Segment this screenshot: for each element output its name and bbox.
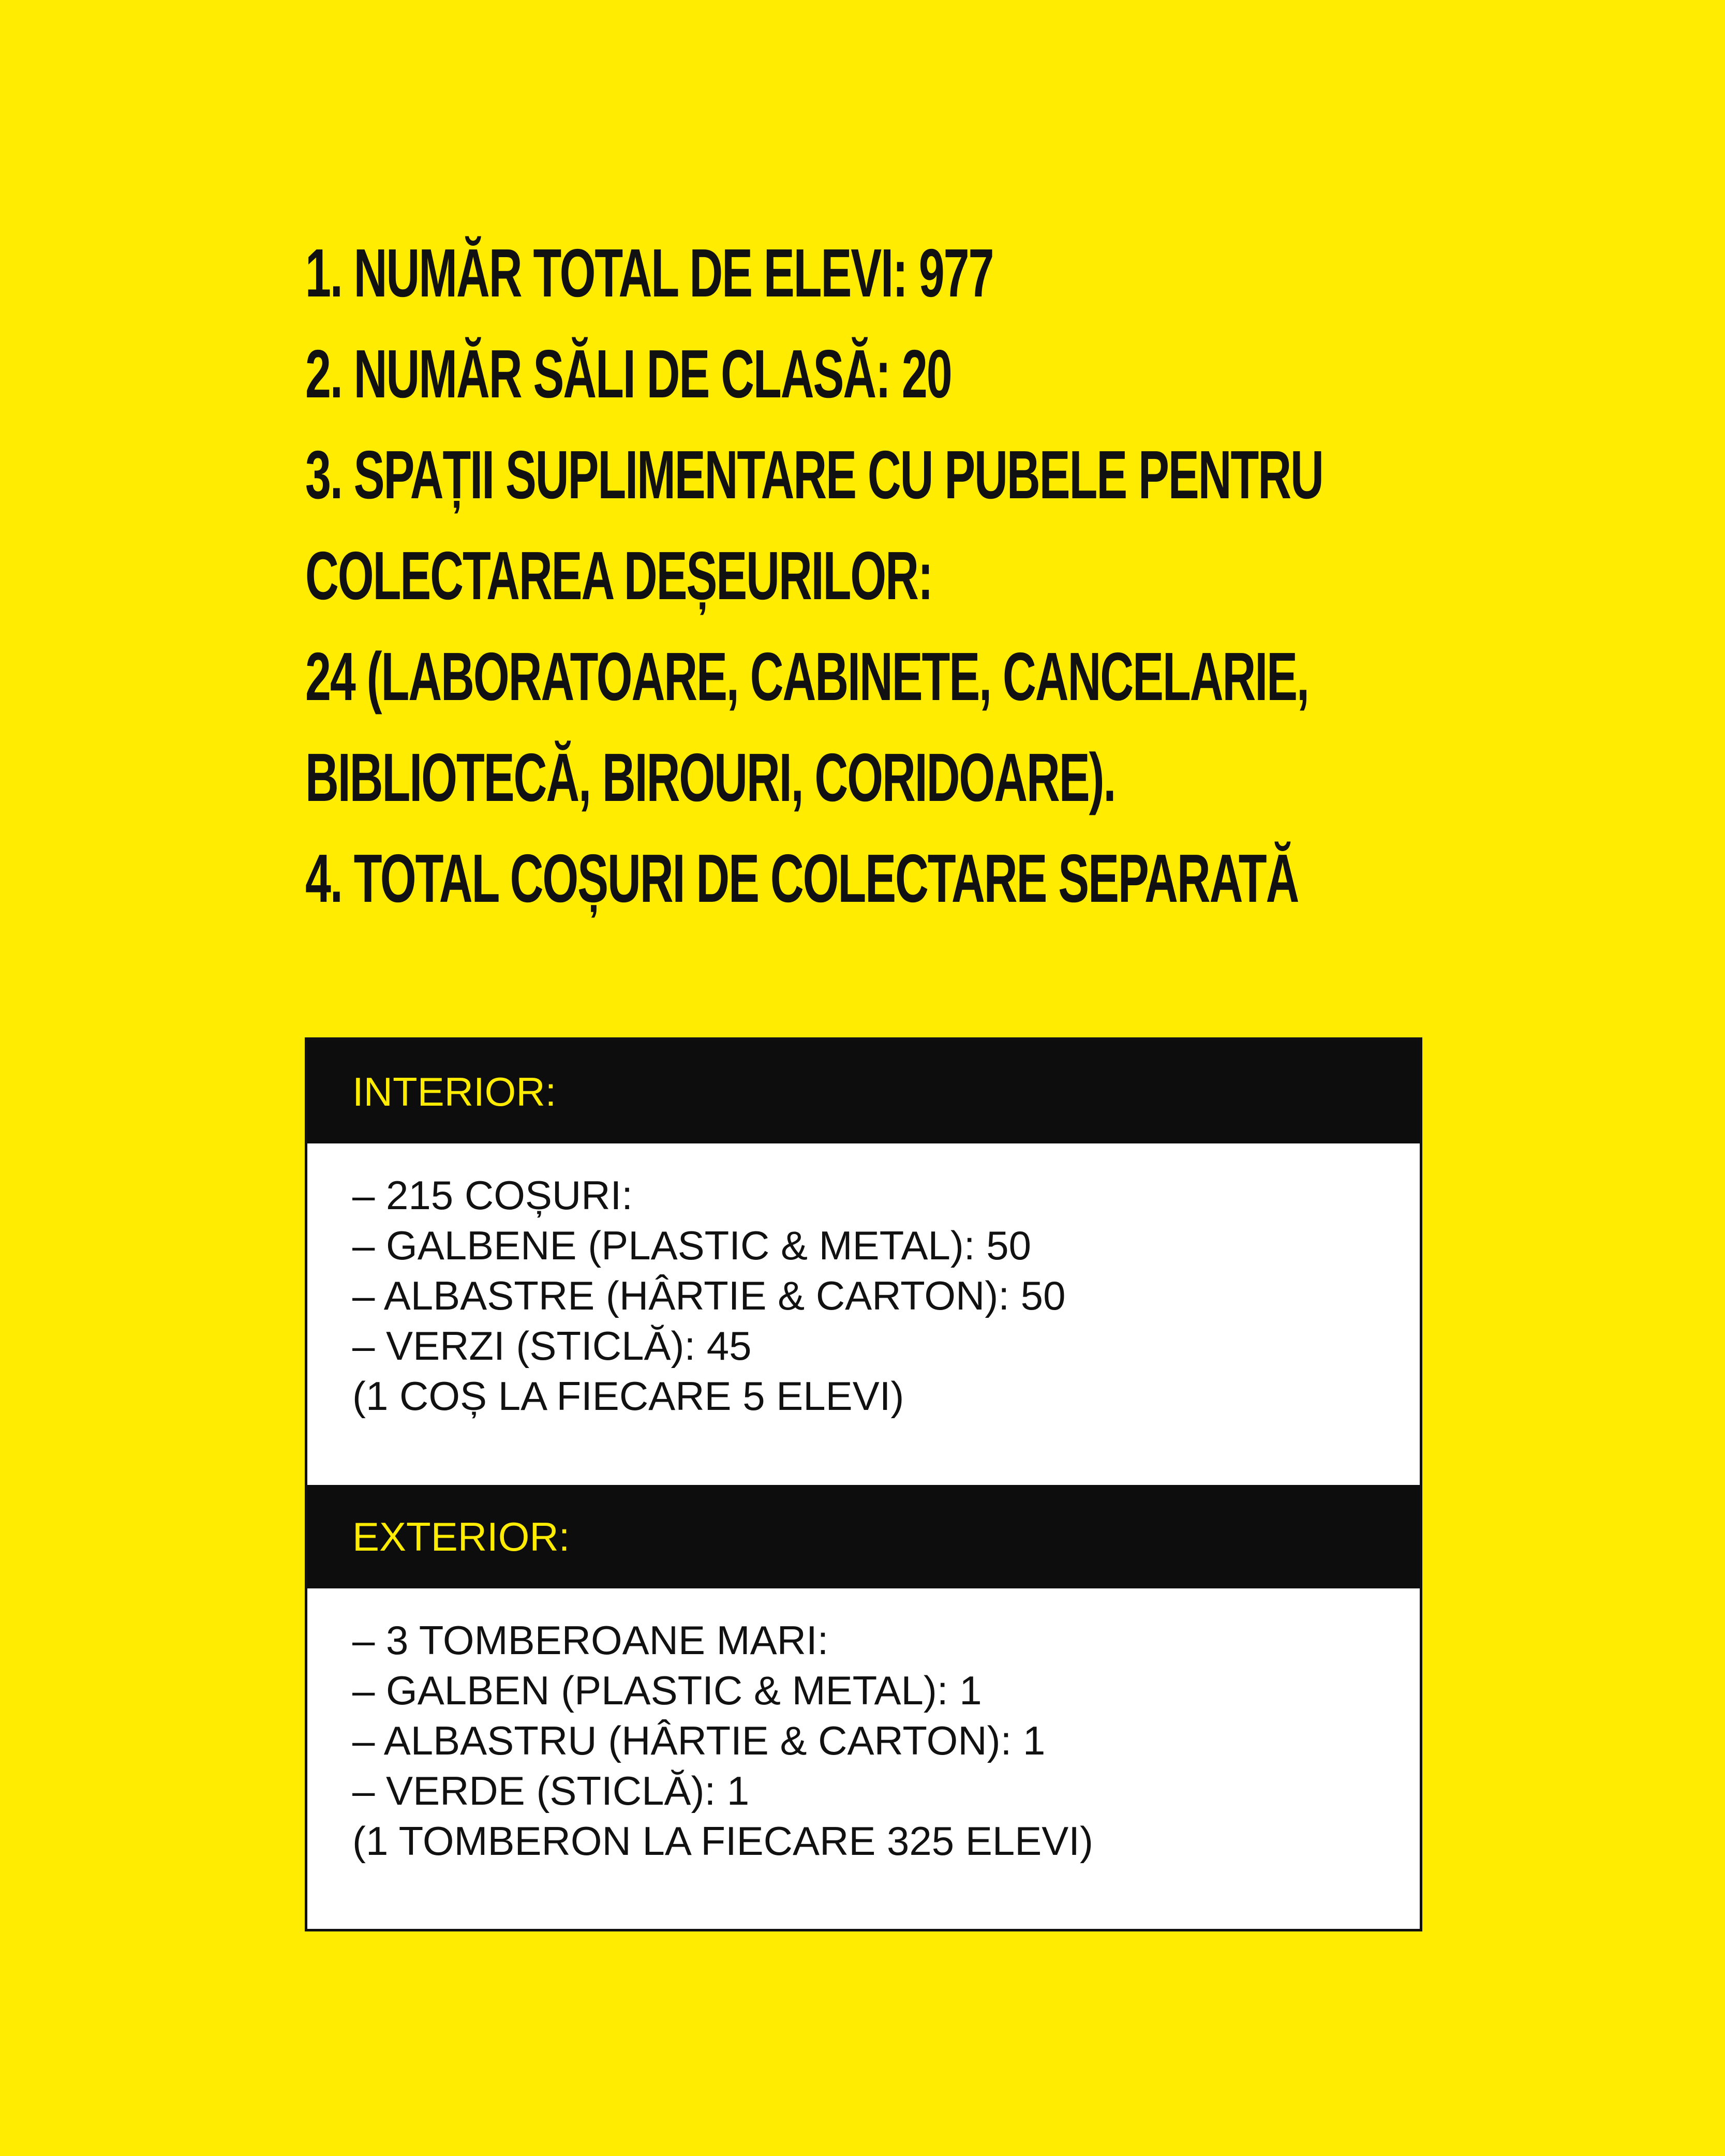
headline-list (305, 222, 1449, 929)
interior-row-green: – VERZI (STICLĂ): 45 (352, 1323, 752, 1369)
interior-row-blue: – ALBASTRE (HÂRTIE & CARTON): 50 (352, 1273, 1066, 1318)
headline-line-rooms-count: 24 (LABORATOARE, CABINETE, CANCELARIE, (305, 638, 1308, 715)
interior-row-ratio: (1 COȘ LA FIECARE 5 ELEVI) (352, 1373, 904, 1419)
interior-row-total: – 215 COȘURI: (352, 1172, 633, 1218)
headline-line-waste-collection: COLECTAREA DEȘEURILOR: (305, 538, 932, 614)
bins-table (305, 1037, 1422, 1931)
interior-row-yellow: – GALBENE (PLASTIC & METAL): 50 (352, 1223, 1031, 1268)
headline-line-extra-spaces: 3. SPAȚII SUPLIMENTARE CU PUBELE PENTRU (305, 437, 1323, 513)
headline-line-classrooms: 2. NUMĂR SĂLI DE CLASĂ: 20 (305, 336, 951, 412)
exterior-row-yellow: – GALBEN (PLASTIC & METAL): 1 (352, 1668, 982, 1713)
exterior-row-green: – VERDE (STICLĂ): 1 (352, 1768, 750, 1813)
interior-body (307, 1143, 1420, 1485)
exterior-row-blue: – ALBASTRU (HÂRTIE & CARTON): 1 (352, 1718, 1046, 1763)
exterior-row-ratio: (1 TOMBERON LA FIECARE 325 ELEVI) (352, 1818, 1093, 1864)
interior-title: INTERIOR: (352, 1068, 557, 1114)
exterior-header (307, 1485, 1420, 1588)
interior-header (307, 1040, 1420, 1143)
headline-line-total-students: 1. NUMĂR TOTAL DE ELEVI: 977 (305, 235, 993, 311)
exterior-row-total: – 3 TOMBEROANE MARI: (352, 1617, 829, 1663)
exterior-body (307, 1588, 1420, 1929)
exterior-title: EXTERIOR: (352, 1513, 570, 1559)
headline-line-total-bins: 4. TOTAL COȘURI DE COLECTARE SEPARATĂ (305, 840, 1299, 916)
headline-line-rooms-list: BIBLIOTECĂ, BIROURI, CORIDOARE). (305, 739, 1116, 815)
